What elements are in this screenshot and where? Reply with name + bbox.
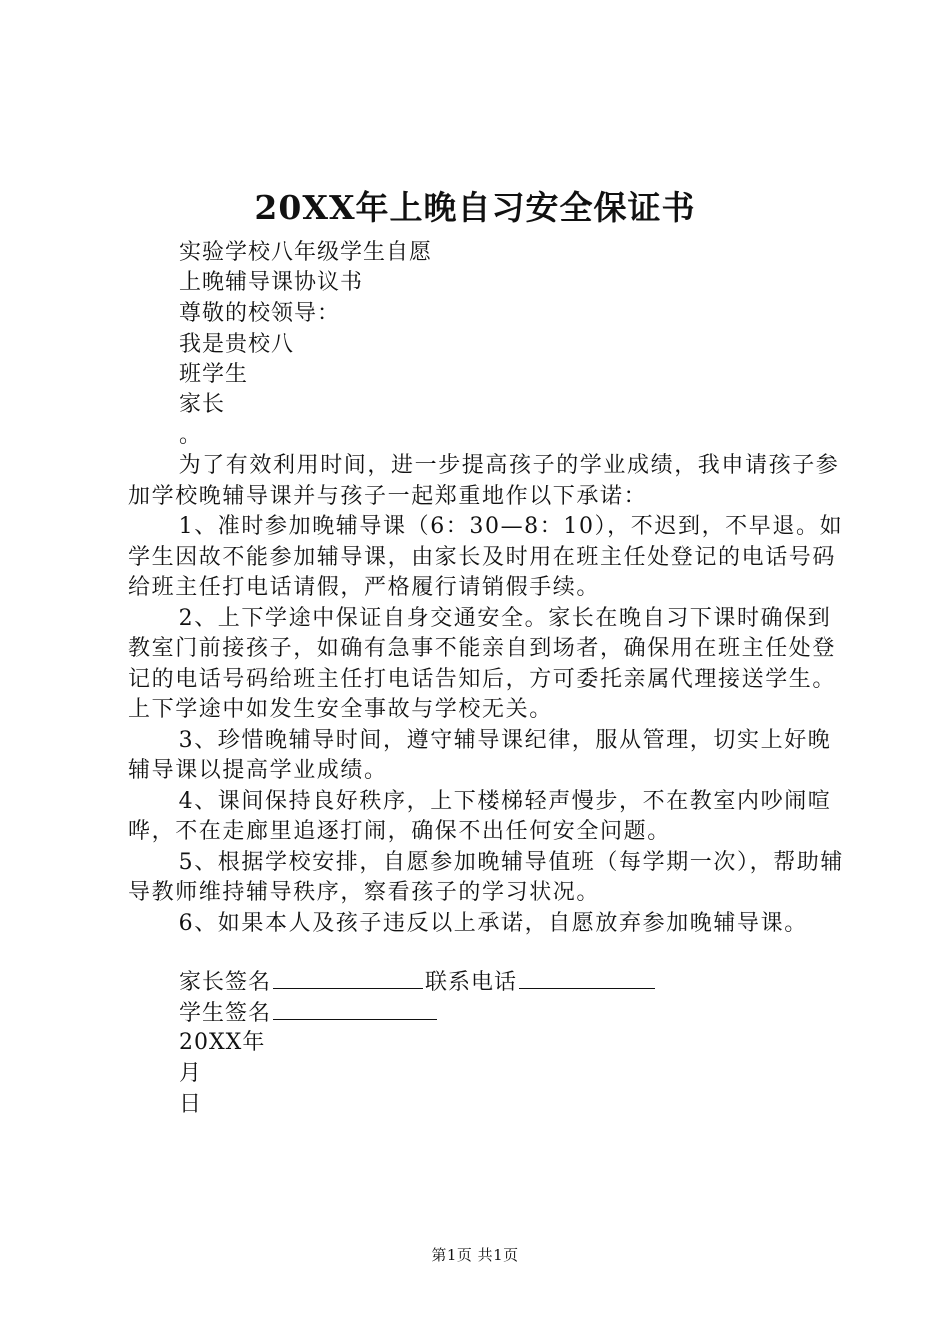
parent-signature-label: 家长签名 — [179, 970, 272, 995]
date-day: 日 — [179, 1092, 203, 1117]
student-signature-label: 学生签名 — [179, 1001, 272, 1026]
paragraph-item-4: 4、课间保持良好秩序，上下楼梯轻声慢步，不在教室内吵闹喧哗，不在走廊里追逐打闹，确保不出任何安全问题。 — [128, 788, 832, 844]
student-signature-blank[interactable] — [273, 997, 437, 1020]
header-line-agreement: 上晚辅导课协议书 — [179, 270, 364, 295]
header-line-grade: 我是贵校八 — [179, 332, 295, 357]
header-line-class: 班学生 — [179, 362, 249, 387]
phone-label: 联系电话 — [425, 970, 518, 995]
paragraph-item-3: 3、珍惜晚辅导时间，遵守辅导课纪律，服从管理，切实上好晚辅导课以提高学业成绩。 — [128, 727, 832, 783]
header-line-parent: 家长 — [179, 392, 226, 417]
header-line-school: 实验学校八年级学生自愿 — [179, 240, 433, 265]
paragraph-intro: 为了有效利用时间，进一步提高孩子的学业成绩，我申请孩子参加学校晚辅导课并与孩子一起郑重地作以下承诺： — [128, 453, 840, 509]
phone-blank[interactable] — [519, 966, 655, 989]
header-line-period: 。 — [179, 423, 203, 448]
commitment-body — [128, 451, 850, 939]
document-title: 20XX年上晚自习安全保证书 — [254, 188, 696, 227]
parent-signature-row — [179, 966, 657, 998]
header-line-salutation: 尊敬的校领导： — [179, 301, 341, 326]
paragraph-item-5: 5、根据学校安排，自愿参加晚辅导值班（每学期一次），帮助辅导教师维持辅导秩序，察看孩子的学习状况。 — [128, 849, 844, 905]
date-month: 月 — [179, 1061, 203, 1086]
date-year: 20XX年 — [179, 1030, 266, 1055]
paragraph-item-1: 1、准时参加晚辅导课（6：30—8：10），不迟到，不早退。如学生因故不能参加辅导课，由家长及时用在班主任处登记的电话号码给班主任打电话请假，严格履行请销假手续。 — [128, 514, 844, 600]
paragraph-item-6: 6、如果本人及孩子违反以上承诺，自愿放弃参加晚辅导课。 — [178, 910, 808, 936]
student-signature-row — [179, 997, 439, 1029]
page-footer: 第1页 共1页 — [431, 1246, 519, 1264]
parent-signature-blank[interactable] — [273, 966, 423, 989]
paragraph-item-2: 2、上下学途中保证自身交通安全。家长在晚自习下课时确保到教室门前接孩子，如确有急事不能亲自到场者，确保用在班主任处登记的电话号码给班主任打电话告知后，方可委托亲属代理接送学生。上下学途中如发生安全事故与学校无关。 — [128, 605, 837, 722]
